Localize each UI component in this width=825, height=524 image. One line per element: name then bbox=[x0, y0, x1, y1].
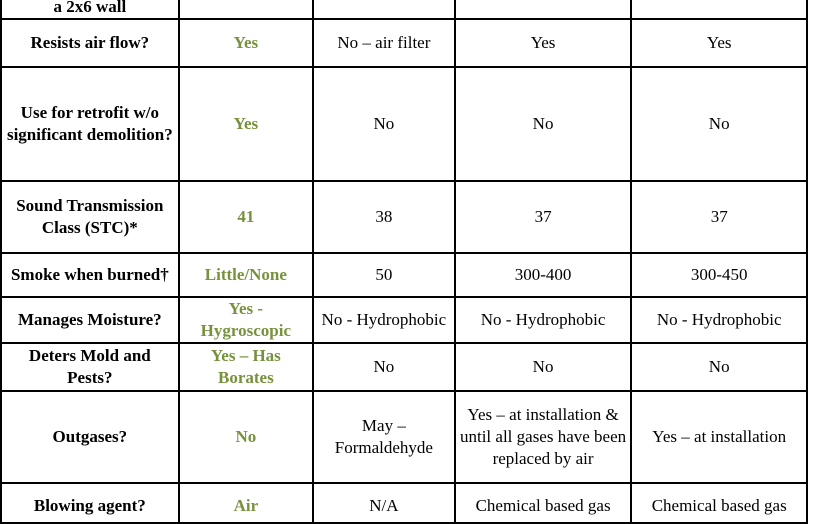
cell-cellulose: 41 bbox=[179, 181, 313, 253]
table-row bbox=[1, 297, 807, 343]
cell-fiberglass: No bbox=[313, 343, 455, 391]
row-label: Outgases? bbox=[1, 391, 179, 483]
row-label: Manages Moisture? bbox=[1, 297, 179, 343]
row-label: Resists air flow? bbox=[1, 19, 179, 67]
cell-foam-a: Yes – at installation & until all gases have been replaced by air bbox=[455, 391, 632, 483]
cell-foam-b: No - Hydrophobic bbox=[631, 297, 807, 343]
cell-fiberglass: 38 bbox=[313, 181, 455, 253]
cell-fiberglass: No bbox=[313, 67, 455, 181]
row-label: Blowing agent? bbox=[1, 483, 179, 523]
cell-foam-a: 300-400 bbox=[455, 253, 632, 297]
cell-cellulose: Yes – Has Borates bbox=[179, 343, 313, 391]
cell-fiberglass: No - Hydrophobic bbox=[313, 297, 455, 343]
cell-foam-b: 300-450 bbox=[631, 253, 807, 297]
cell-foam-a: No bbox=[455, 343, 632, 391]
cell-foam-b: No bbox=[631, 67, 807, 181]
cell-cellulose: Yes bbox=[179, 67, 313, 181]
cell-foam-b: Yes – at installation bbox=[631, 391, 807, 483]
cell-fiberglass: May – Formaldehyde bbox=[313, 391, 455, 483]
table-row bbox=[1, 181, 807, 253]
cell-foam-a: No bbox=[455, 67, 632, 181]
table-row bbox=[1, 0, 807, 19]
cell-foam-b: 37 bbox=[631, 181, 807, 253]
cell-cellulose: No bbox=[179, 391, 313, 483]
cell-fiberglass: N/A bbox=[313, 483, 455, 523]
cell-foam-a bbox=[455, 0, 632, 19]
table-row bbox=[1, 343, 807, 391]
table-row bbox=[1, 19, 807, 67]
cell-fiberglass: No – air filter bbox=[313, 19, 455, 67]
table-row bbox=[1, 253, 807, 297]
cell-foam-b bbox=[631, 0, 807, 19]
cell-foam-a: No - Hydrophobic bbox=[455, 297, 632, 343]
cell-foam-a: Yes bbox=[455, 19, 632, 67]
table-row bbox=[1, 483, 807, 523]
table-row bbox=[1, 391, 807, 483]
table-row bbox=[1, 67, 807, 181]
cell-foam-b: Chemical based gas bbox=[631, 483, 807, 523]
row-label: a 2x6 wall bbox=[1, 0, 179, 19]
cell-foam-a: 37 bbox=[455, 181, 632, 253]
cell-cellulose: Little/None bbox=[179, 253, 313, 297]
row-label: Smoke when burned† bbox=[1, 253, 179, 297]
cell-foam-b: Yes bbox=[631, 19, 807, 67]
cell-foam-b: No bbox=[631, 343, 807, 391]
cell-fiberglass bbox=[313, 0, 455, 19]
cell-foam-a: Chemical based gas bbox=[455, 483, 632, 523]
row-label: Deters Mold and Pests? bbox=[1, 343, 179, 391]
cell-cellulose: Yes bbox=[179, 19, 313, 67]
cell-cellulose: Yes - Hygroscopic bbox=[179, 297, 313, 343]
row-label: Use for retrofit w/o significant demolition? bbox=[1, 67, 179, 181]
row-label: Sound Transmission Class (STC)* bbox=[1, 181, 179, 253]
cell-cellulose: Air bbox=[179, 483, 313, 523]
cell-fiberglass: 50 bbox=[313, 253, 455, 297]
cell-cellulose bbox=[179, 0, 313, 19]
